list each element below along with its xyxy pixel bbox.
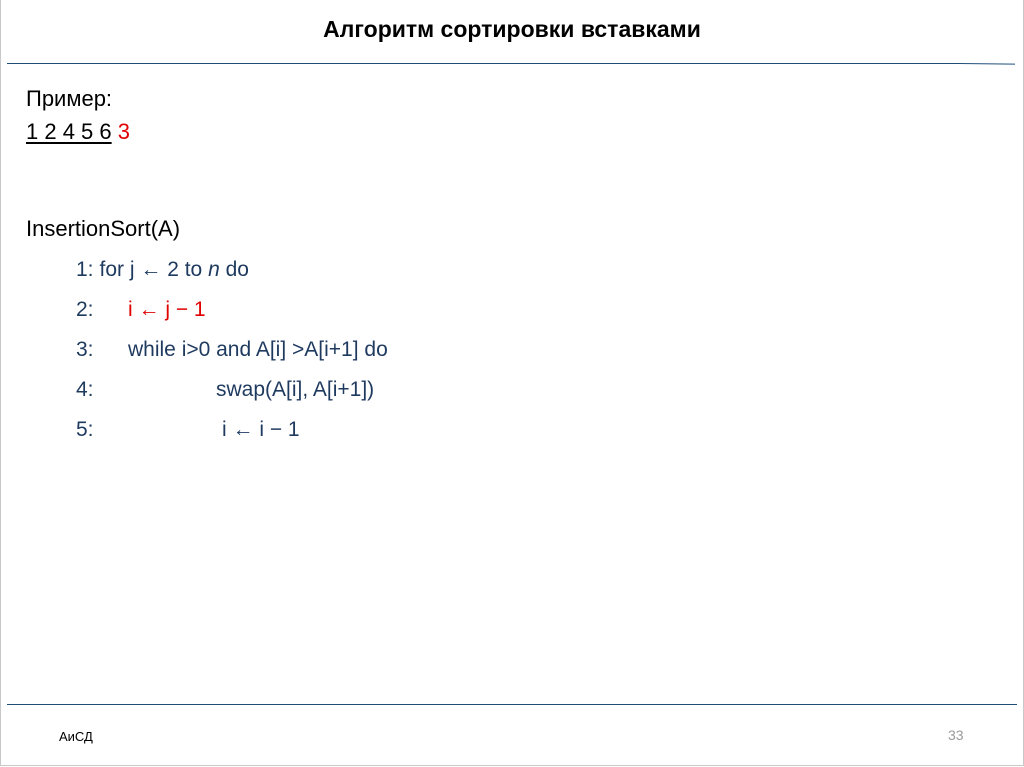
code-line-3 bbox=[76, 338, 388, 362]
code-text-end: do bbox=[219, 258, 249, 281]
line-number: 5: bbox=[76, 418, 94, 441]
code-line-4 bbox=[76, 378, 374, 402]
code-line-5 bbox=[76, 418, 300, 442]
code-text-highlighted: i ← j − 1 bbox=[128, 298, 206, 321]
code-variable: n bbox=[208, 258, 220, 281]
code-text: swap(A[i], A[i+1]) bbox=[216, 378, 375, 401]
code-text: while i>0 and A[i] >A[i+1] do bbox=[128, 338, 388, 361]
example-sequence bbox=[26, 119, 130, 145]
title-divider-tail bbox=[959, 63, 1015, 65]
algorithm-name: InsertionSort(A) bbox=[26, 216, 181, 241]
code-line-2 bbox=[76, 298, 206, 322]
title-divider bbox=[7, 63, 959, 64]
line-number: 3: bbox=[76, 338, 94, 361]
line-number: 4: bbox=[76, 378, 94, 401]
line-number: 1: bbox=[76, 258, 94, 281]
key-element: 3 bbox=[117, 119, 131, 144]
footer-course: АиСД bbox=[59, 729, 93, 744]
slide-title: Алгоритм сортировки вставками bbox=[323, 16, 701, 42]
line-number: 2: bbox=[76, 298, 94, 321]
code-text: i ← i − 1 bbox=[222, 418, 300, 441]
footer-divider bbox=[7, 704, 1017, 705]
page-number: 33 bbox=[948, 727, 964, 743]
sorted-part: 1 2 4 5 6 bbox=[26, 119, 112, 144]
example-label: Пример: bbox=[26, 86, 113, 111]
code-line-1 bbox=[76, 258, 249, 282]
code-text: for j ← 2 to bbox=[99, 258, 209, 281]
